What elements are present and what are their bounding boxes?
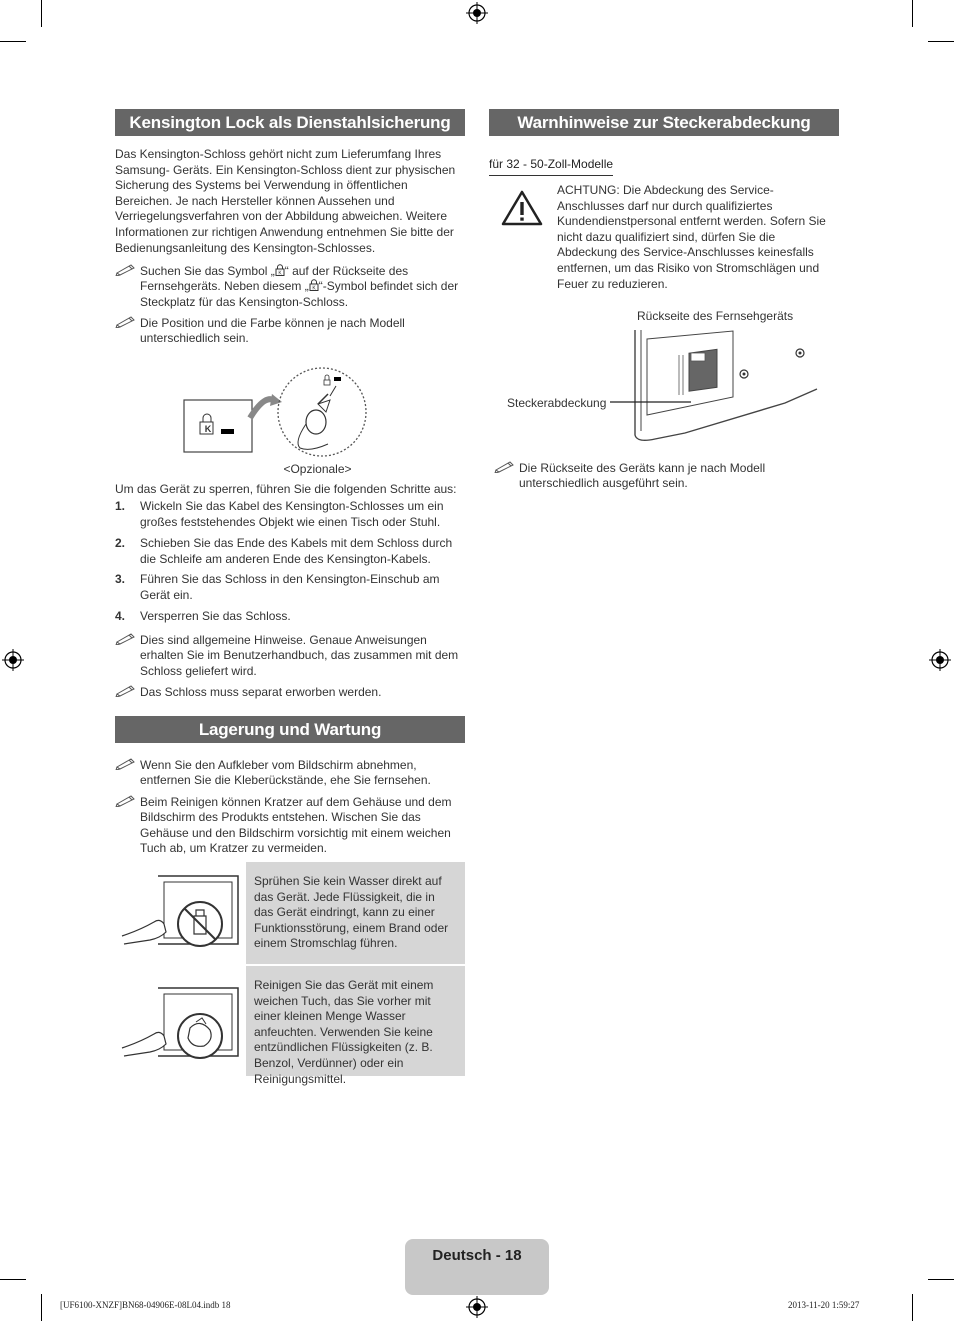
kensington-figure-k: K [204, 424, 212, 434]
step-item [115, 499, 465, 531]
svg-text:K: K [278, 270, 282, 276]
crop-mark [41, 1294, 42, 1321]
cleaning-tip-box-2: Reinigen Sie das Gerät mit einem weichen Tuch, das Sie vorher mit einer kleinen Menge Wasser anfeuchten. Verwenden Sie keine entzündlichen Flüssigkeiten (z. B. Benzol, Verdünner) oder ein Reinigungsmittel. [246, 966, 465, 1076]
tv-rear-illustration [605, 325, 820, 445]
note-text: Die Rückseite des Geräts kann je nach Modell unterschiedlich ausgeführt sein. [519, 461, 766, 491]
step-text: Versperren Sie das Schloss. [140, 609, 291, 623]
step-number: 2. [115, 536, 126, 550]
crop-mark [928, 41, 954, 42]
kensington-note-3 [115, 633, 467, 681]
note-text: “ auf der Rückseite des Fernsehgeräts. Neben diesem „ [140, 264, 409, 294]
registration-mark-icon [2, 649, 24, 671]
step-text: Führen Sie das Schloss in den Kensington-Einschub am Gerät ein. [140, 572, 440, 602]
plug-cover-label: Steckerabdeckung [507, 396, 607, 410]
crop-mark [912, 1294, 913, 1321]
crop-mark [0, 41, 26, 42]
note-text: Wenn Sie den Aufkleber vom Bildschirm abnehmen, entfernen Sie die Kleberückstände, ehe Sie fernsehen. [140, 758, 431, 788]
svg-text:K: K [312, 285, 316, 292]
crop-mark [0, 1279, 26, 1280]
registration-mark-icon [466, 2, 488, 24]
kensington-figure-caption: <Opzionale> [283, 462, 352, 476]
step-item [115, 536, 465, 568]
note-text: Die Position und die Farbe können je nach Modell unterschiedlich sein. [140, 316, 405, 346]
kensington-note-4 [115, 685, 467, 701]
step-text: Wickeln Sie das Kabel des Kensington-Schlosses um ein großes feststehendes Objekt wie einen Tisch oder Stuhl. [140, 499, 444, 529]
pencil-note-icon [494, 459, 516, 473]
note-text: Suchen Sie das Symbol „ [140, 264, 275, 278]
tv-rear-label: Rückseite des Fernsehgeräts [637, 309, 794, 323]
step-item [115, 572, 465, 604]
kensington-heading: Kensington Lock als Dienstahlsicherung [115, 109, 465, 136]
kensington-note-2 [115, 316, 467, 348]
pencil-note-icon [115, 793, 137, 807]
tv-rear-note [494, 461, 804, 493]
registration-mark-icon [466, 1296, 488, 1318]
caution-text [557, 183, 837, 292]
step-number: 3. [115, 572, 126, 586]
note-text: Dies sind allgemeine Hinweise. Genaue Anweisungen erhalten Sie im Benutzerhandbuch, das zusammen mit dem Schloss geliefert wird. [140, 633, 459, 678]
registration-mark-icon [929, 649, 951, 671]
plug-cover-heading: Warnhinweise zur Steckerabdeckung [489, 109, 839, 136]
kensington-note-1 [115, 264, 467, 312]
storage-note-1 [115, 758, 467, 790]
storage-heading: Lagerung und Wartung [115, 716, 465, 743]
step-item [115, 609, 465, 625]
cloth-cleaning-illustration [120, 978, 242, 1070]
no-spray-illustration [120, 866, 242, 958]
step-number: 1. [115, 499, 126, 513]
pencil-note-icon [115, 314, 137, 328]
storage-note-2 [115, 795, 467, 859]
print-timestamp: 2013-11-20 1:59:27 [788, 1300, 860, 1310]
step-number: 4. [115, 609, 126, 623]
caution-label: ACHTUNG [557, 183, 617, 197]
steps-intro: Um das Gerät zu sperren, führen Sie die folgenden Schritte aus: [115, 482, 457, 496]
file-info: [UF6100-XNZF]BN68-04906E-08L04.indb 18 [60, 1300, 231, 1310]
pencil-note-icon [115, 262, 137, 276]
note-text: Beim Reinigen können Kratzer auf dem Gehäuse und dem Bildschirm des Produkts entstehen. Wischen Sie das Gehäuse und den Bildschirm vorsichtig mit einem weichen Tuch ab, um Kratzer zu vermeiden. [140, 795, 452, 856]
pencil-note-icon [115, 683, 137, 697]
kensington-lock-icon [275, 264, 285, 276]
page-number-tab [405, 1239, 549, 1295]
step-text: Schieben Sie das Ende des Kabels mit dem Schloss durch die Schleife am anderen Ende des Kensington-Kabels. [140, 536, 453, 566]
kensington-intro: Das Kensington-Schloss gehört nicht zum Lieferumfang Ihres Samsung- Geräts. Ein Kensington-Schloss dient zur physischen Sicherung des Systems bei Verwendung in öffentlichen Bereichen. Je nach Hersteller können Aussehen und Verriegelungsverfahren von der Abbildung abweichen. Weitere Informationen zur richtigen Anwendung entnehmen Sie bitte der Bedienungsanleitung des Kensington-Schlosses. [115, 147, 456, 255]
pencil-note-icon [115, 756, 137, 770]
caution-body: : Die Abdeckung des Service-Anschlusses darf nur durch qualifiziertes Kundendienstpersonal entfernt werden. Sofern Sie nicht dazu qualifiziert sind, dürfen Sie die Abdeckung des Service-Anschlusses keinesfalls entfernen, um das Risiko von Stromschlägen und Feuer zu reduzieren. [557, 183, 826, 291]
warning-triangle-icon [501, 190, 543, 226]
crop-mark [928, 1279, 954, 1280]
kensington-lock-illustration [180, 362, 372, 458]
page-label: Deutsch - 18 [432, 1247, 522, 1264]
model-range-subheading: für 32 - 50-Zoll-Modelle [489, 157, 613, 176]
crop-mark [912, 0, 913, 27]
pencil-note-icon [115, 631, 137, 645]
note-text: “-Symbol befindet sich der Steckplatz für das Kensington-Schloss. [140, 279, 459, 309]
kensington-lock-icon [309, 279, 319, 291]
note-text: Das Schloss muss separat erworben werden. [140, 685, 382, 699]
crop-mark [41, 0, 42, 27]
cleaning-tip-box-1: Sprühen Sie kein Wasser direkt auf das Gerät. Jede Flüssigkeit, die in das Gerät eindringt, kann zu einer Funktionsstörung, einem Brand oder einem Stromschlag führen. [246, 862, 465, 964]
